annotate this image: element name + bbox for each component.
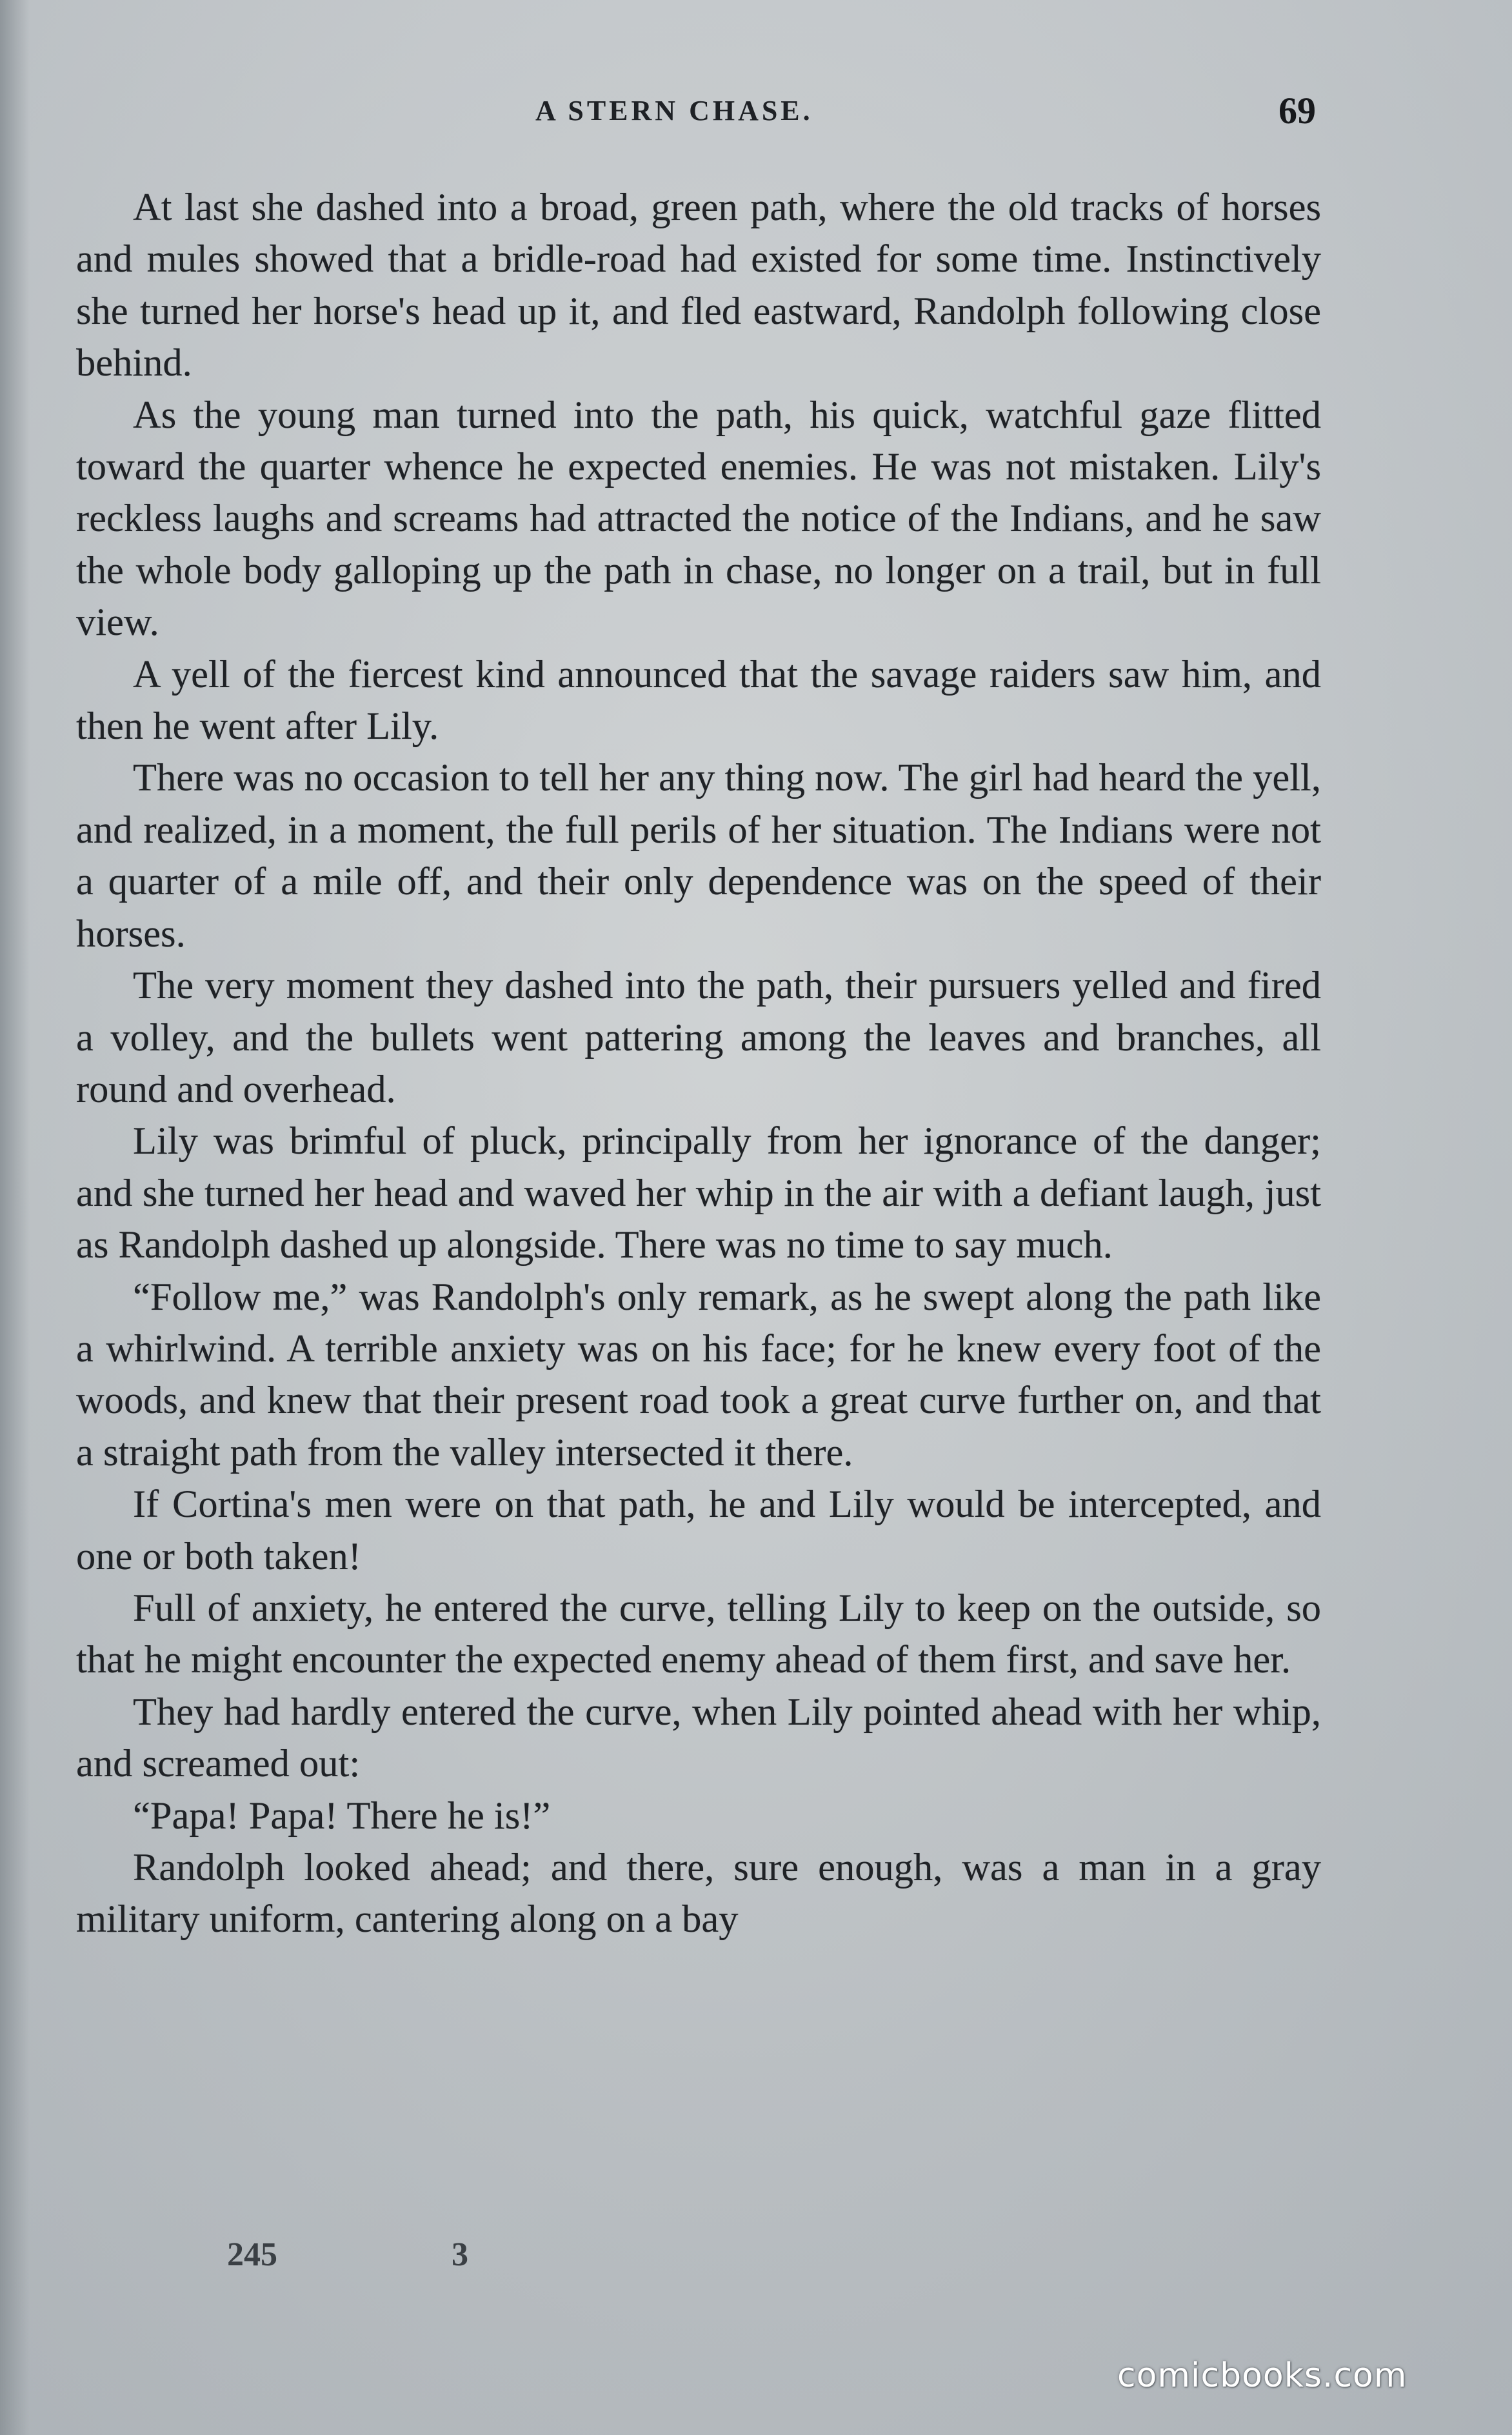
signature-number: 245 <box>227 2236 277 2273</box>
paragraph: They had hardly entered the curve, when Lily pointed ahead with her whip, and screamed out: <box>76 1690 1321 1786</box>
body-text <box>76 182 1321 1946</box>
paragraph: Lily was brimful of pluck, principally from her ignorance of the danger; and she turned her head and waved her whip in the air with a defiant laugh, just as Randolph dashed up alongside. There was no time to say much. <box>76 1119 1321 1267</box>
paragraph: Randolph looked ahead; and there, sure enough, was a man in a gray military uniform, cantering along on a bay <box>76 1846 1321 1941</box>
watermark: comicbooks.com <box>1117 2356 1408 2395</box>
page-number: 69 <box>1278 90 1316 132</box>
paragraph: A yell of the fiercest kind announced that the savage raiders saw him, and then he went after Lily. <box>76 652 1321 748</box>
paragraph: The very moment they dashed into the path, their pursuers yelled and fired a volley, and the bullets went pattering among the leaves and branches, all round and overhead. <box>76 964 1321 1111</box>
printer-signature <box>0 2236 1512 2287</box>
signature-mark: 3 <box>452 2236 468 2273</box>
paragraph: If Cortina's men were on that path, he and Lily would be intercepted, and one or both taken! <box>76 1483 1321 1578</box>
paragraph: At last she dashed into a broad, green path, where the old tracks of horses and mules showed that a bridle-road had existed for some time. Instinctively she turned her horse's head up it, and fled eastward, Randolph following close behind. <box>76 186 1321 385</box>
running-head: A STERN CHASE. <box>535 95 813 126</box>
page-header <box>0 89 1512 141</box>
paragraph: “Papa! Papa! There he is!” <box>133 1794 551 1838</box>
paragraph: As the young man turned into the path, his quick, watchful gaze flitted toward the quarter whence he expected enemies. He was not mistaken. Lily's reckless laughs and screams had attracted the notice of the Indians, and he saw the whole body galloping up the path in chase, no longer on a trail, but in full view. <box>76 393 1321 645</box>
paragraph: Full of anxiety, he entered the curve, telling Lily to keep on the outside, so that he might encounter the expected enemy ahead of them first, and save her. <box>76 1586 1321 1682</box>
paragraph: “Follow me,” was Randolph's only remark, as he swept along the path like a whirlwind. A terrible anxiety was on his face; for he knew every foot of the woods, and knew that their present road took a great curve further on, and that a straight path from the valley intersected it there. <box>76 1275 1321 1474</box>
paragraph: There was no occasion to tell her any thing now. The girl had heard the yell, and realized, in a moment, the full perils of her situation. The Indians were not a quarter of a mile off, and their only dependence was on the speed of their horses. <box>76 756 1321 956</box>
page-left-edge <box>0 0 30 2435</box>
